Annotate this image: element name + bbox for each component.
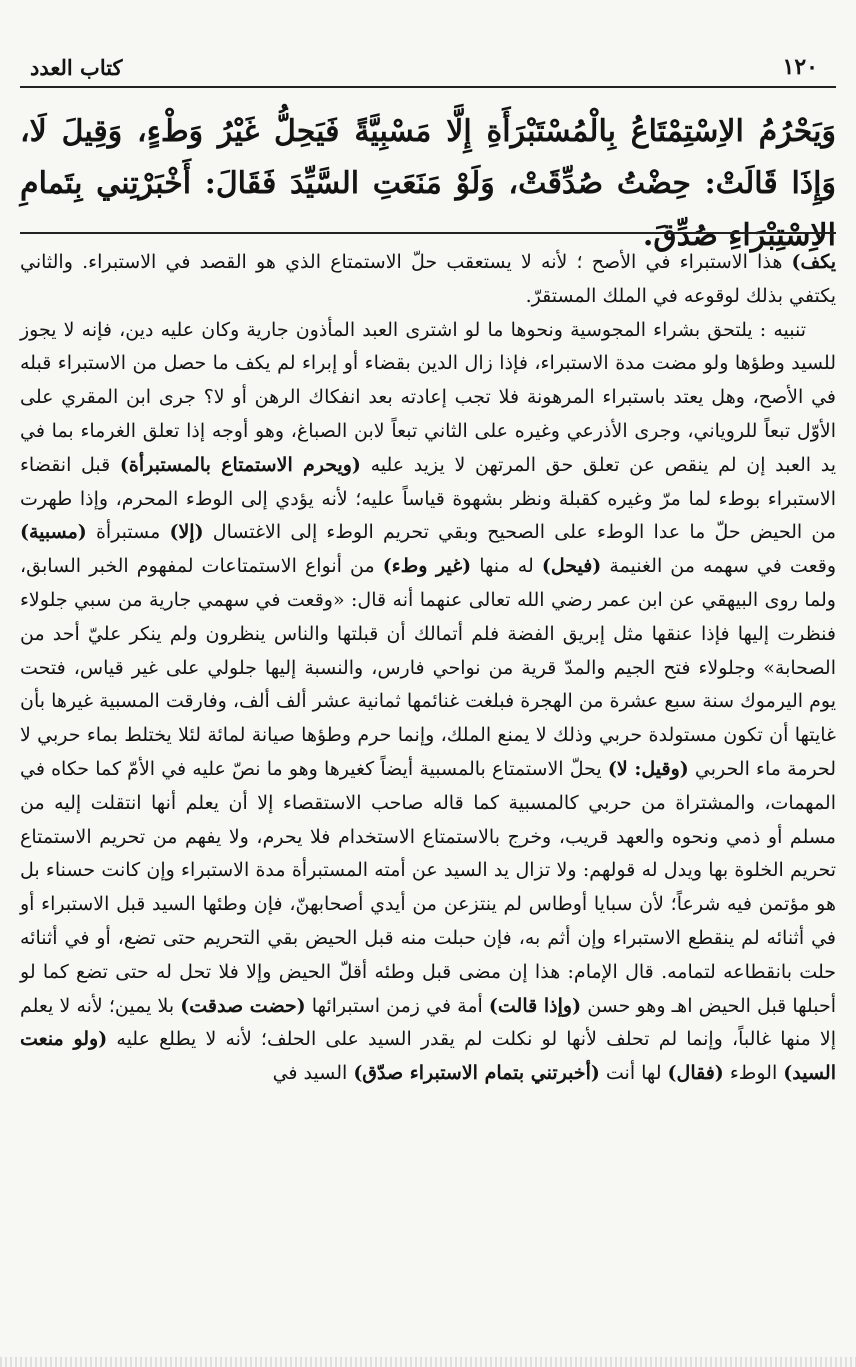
matn-quote: (غير وطء) — [382, 555, 472, 578]
scan-edge — [0, 1357, 856, 1367]
commentary-text: قبل انقضاء الاستبراء بوطء لما مرّ وغيره كقبلة ونظر بشهوة قياساً عليه؛ لأنه يؤدي إلى الوطء المحرم، وإذا طهرت من الحيض حلّ ما عدا الوطء على الصحيح وبقي تحريم الوطء إلى الاغتسال — [20, 453, 836, 544]
matn-quote: (وقيل: لا) — [607, 757, 689, 780]
header-divider — [20, 86, 836, 88]
running-title: كتاب العدد — [30, 54, 123, 80]
page-header — [20, 50, 836, 84]
commentary-text: هذا الاستبراء في الأصح ؛ لأنه لا يستعقب حلّ الاستمتاع الذي هو القصد في الاستبراء. والثاني يكتفي بذلك لوقوعه في الملك المستقرّ. — [20, 251, 836, 307]
commentary-text: وقعت في سهمه من الغنيمة — [601, 555, 836, 578]
matn-quote: (وإذا قالت) — [488, 994, 582, 1017]
matn-quote: (فيحل) — [541, 555, 602, 578]
commentary-text: مستبرأة — [86, 521, 170, 544]
matn-text: وَيَحْرُمُ الاِسْتِمْتَاعُ بِالْمُسْتَبْرَأَةِ إِلَّا مَسْبِيَّةً فَيَحِلُّ غَيْرُ وَطْءٍ، وَقِيلَ لَا، وَإِذَا قَالَتْ: حِضْتُ صُدِّقَتْ، وَلَوْ مَنَعَتِ السَّيِّدَ فَقَالَ: أَخْبَرْتِني بِتَمامِ الاِسْتِبْرَاءِ صُدِّقَ. — [20, 114, 836, 253]
commentary-text: له منها — [471, 555, 542, 578]
commentary-text: السيد في — [272, 1062, 354, 1085]
matn-quote: (حضت صدقت) — [180, 994, 306, 1017]
commentary-text: لها أنت — [599, 1062, 668, 1085]
matn-quote: (فقال) — [667, 1062, 724, 1085]
matn-quote: (إلا) — [169, 521, 204, 544]
matn-quote: (مسبية) — [20, 521, 87, 544]
commentary-text: الوطء — [723, 1062, 784, 1085]
commentary-paragraph — [20, 246, 836, 314]
matn-quote: (ولو منعت السيد) — [20, 1028, 836, 1085]
commentary-text: يحلّ الاستمتاع بالمسبية أيضاً كغيرها وهو ما نصّ عليه في الأمّ كما حكاه في المهمات، والمشتراة من حربي كالمسبية كما قاله صاحب الاستقصاء إلا أن يعلم أنها انتقلت إليه من مسلم أو ذمي ونحوه والعهد قريب، وخرج بالاستمتاع الاستخدام فلا يحرم، ولا يفهم من تحريم الاستمتاع تحريم الخلوة بها ويدل له قولهم: ولا تزال يد السيد عن أمته المستبرأة مدة الاستبراء وإن كانت حسناء بل هو مؤتمن فيه شرعاً؛ لأن سبايا أوطاس لم ينتزعن من أيدي أصحابهنّ، فإن وطئها السيد قبل الاستبراء أو في أثنائه لم ينقطع الاستبراء وإن أثم به، فإن حبلت منه قبل الحيض بقي التحريم حتى تضع، أو في أثنائه حلت بانقطاعه لتمامه. قال الإمام: هذا إن مضى قبل وطئه أقلّ الحيض وإلا فلا تحل له حتى تضع كما لو أحبلها قبل الحيض اهـ وهو حسن — [20, 757, 836, 1017]
commentary-text: من أنواع الاستمتاعات لمفهوم الخبر السابق، ولما روى البيهقي عن ابن عمر رضي الله تعالى عنهما أنه قال: «وقعت في سهمي جارية من سبي جلولاء فنظرت إليها فإذا عنقها مثل إبريق الفضة فلم أتمالك أن قبلتها والناس ينظرون ولم ينكر عليّ أحد من الصحابة» وجلولاء فتح الجيم والمدّ قرية من نواحي فارس، والنسبة إليها جلولي على غير قياس، فتحت يوم اليرموك سنة سبع عشرة من الهجرة فبلغت غنائمها ثمانية عشر ألف ألف، وفارقت المسبية غيرها بأن غايتها أن تكون مستولدة حربي وذلك لا يمنع الملك، وإنما حرم وطؤها صيانة لمائة لئلا يختلط بماء حربي لا لحرمة ماء الحربي — [20, 555, 836, 780]
commentary-body — [20, 246, 836, 1091]
matn-quote: (ويحرم الاستمتاع بالمستبرأة) — [119, 453, 361, 476]
page-number: ١٢٠ — [782, 54, 818, 80]
commentary-text: تنبيه : يلتحق بشراء المجوسية ونحوها ما لو اشترى العبد المأذون جارية وكان عليه دين، فإنه لا يجوز للسيد وطؤها ولو مضت مدة الاستبراء، فإذا زال الدين بقضاء أو إبراء لم يكف ما حصل من الاستبراء قبله في الأصح، وهل يعتد باستبراء المرهونة فلا تجب إعادته بعد انفكاك الرهن أو لا؟ جرى ابن المقري على الأوّل تبعاً للروياني، وجرى الأذرعي وغيره على الثاني تبعاً لابن الصباغ، وهو أوجه إذا تعلق الغرماء بما في يد العبد إن لم ينقص عن تعلق حق المرتهن لا يزيد عليه — [20, 318, 836, 476]
commentary-text: بلا يمين؛ لأنه لا يعلم إلا منها غالباً، وإنما لم تحلف لأنها لو نكلت لم يقدر السيد على الحلف؛ لأنه لا يطلع عليه — [20, 994, 836, 1051]
matn-quote: (أخبرتني بتمام الاستبراء صدّق) — [353, 1062, 600, 1085]
commentary-paragraph — [20, 314, 836, 1091]
commentary-text: أمة في زمن استبرائها — [305, 994, 489, 1017]
matn-quote: يكف) — [791, 251, 836, 273]
matn-divider — [20, 232, 836, 234]
